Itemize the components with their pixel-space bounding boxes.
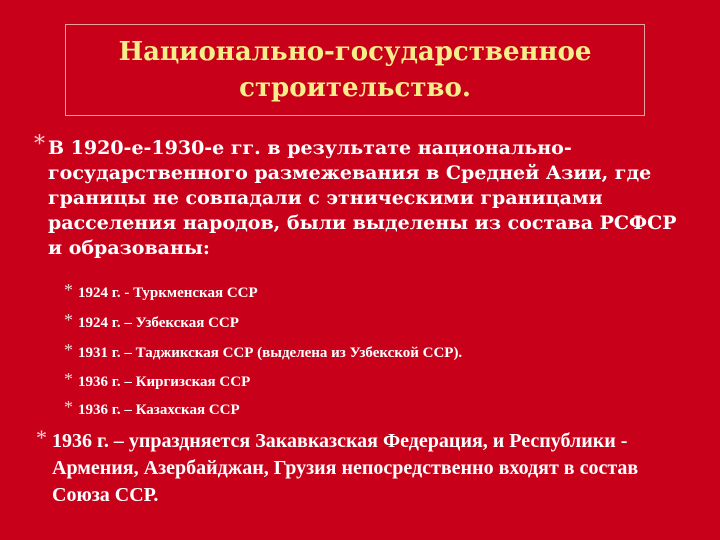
slide-title-line-2: строительство.	[239, 73, 471, 103]
bullet-marker: *	[64, 310, 73, 330]
main-point-text: В 1920-е-1930-е гг. в результате национально-государственного размежевания в Средней Азии, где границы не совпадали с этническими границами расселения народов, были выделены из состава РСФСР и образованы:	[48, 137, 677, 259]
bullet-marker: *	[64, 397, 73, 417]
final-point-text: 1936 г. – упраздняется Закавказская Федерация, и Республики - Армения, Азербайджан, Грузия непосредственно входят в состав Союза ССР.	[52, 430, 639, 506]
sub-bullet-item	[64, 369, 251, 392]
sub-bullet-item	[64, 280, 258, 303]
sub-bullet-item	[64, 397, 240, 420]
final-bullet-paragraph	[36, 425, 672, 509]
slide-title-line-1: Национально-государственное	[118, 37, 592, 67]
bullet-marker: *	[64, 280, 73, 300]
sub-point-text: 1936 г. – Киргизская ССР	[78, 374, 251, 390]
title-box	[65, 24, 645, 116]
main-bullet-paragraph	[34, 132, 688, 261]
bullet-marker: *	[36, 425, 47, 450]
sub-point-text: 1931 г. – Таджикская ССР (выделена из Узбекской ССР).	[78, 345, 463, 361]
sub-bullet-item	[64, 310, 239, 333]
bullet-marker: *	[34, 132, 45, 157]
sub-bullet-item	[64, 340, 463, 363]
bullet-marker: *	[64, 340, 73, 360]
sub-point-text: 1924 г. – Узбекская ССР	[78, 315, 239, 331]
sub-point-text: 1924 г. - Туркменская ССР	[78, 285, 258, 301]
sub-point-text: 1936 г. – Казахская ССР	[78, 402, 240, 418]
bullet-marker: *	[64, 369, 73, 389]
